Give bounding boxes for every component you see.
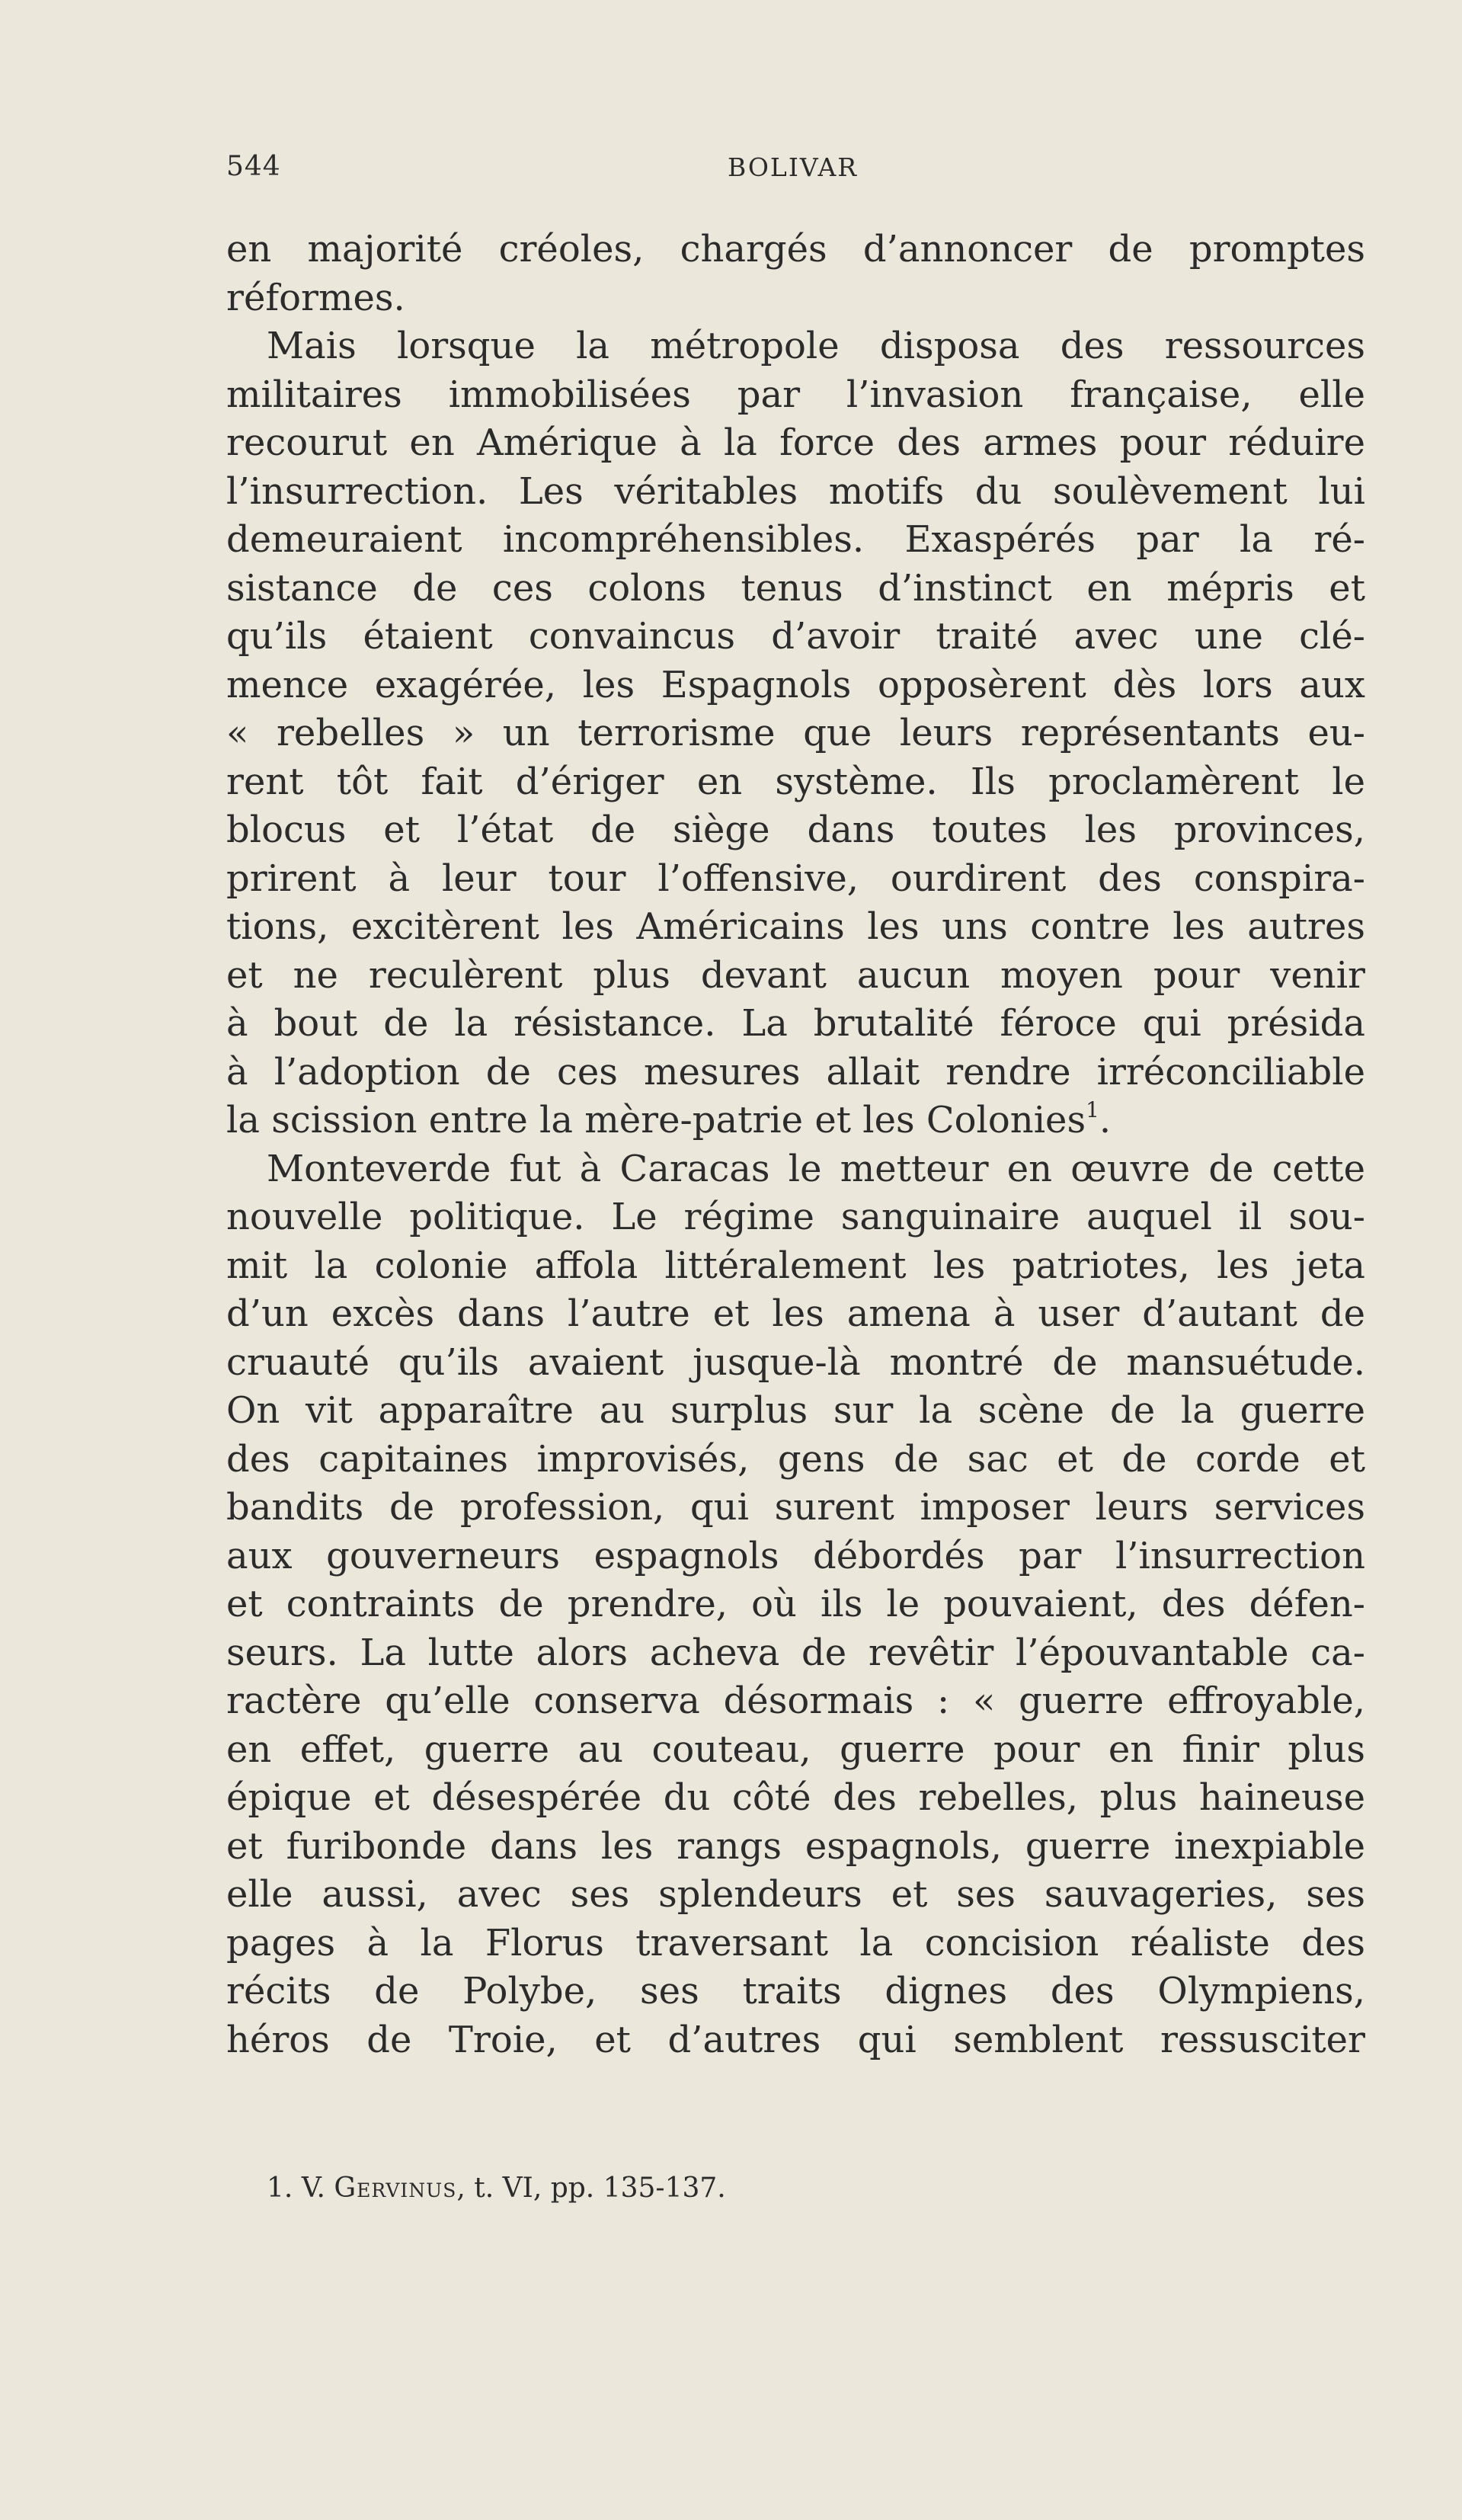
- footnote: [267, 2173, 1365, 2204]
- text-line: [226, 1097, 1365, 1145]
- text-line: récits de Polybe, ses traits dignes des Olympiens,: [226, 1970, 1365, 2012]
- text-line: ractère qu’elle conserva désormais : « guerre effroyable,: [226, 1679, 1365, 1722]
- text-line: et contraints de prendre, où ils le pouvaient, des défen-: [226, 1583, 1365, 1625]
- text-line: prirent à leur tour l’offensive, ourdirent des conspira-: [226, 857, 1365, 900]
- page-header: [226, 151, 1365, 189]
- text-line: en effet, guerre au couteau, guerre pour en finir plus: [226, 1727, 1365, 1771]
- text-line: héros de Troie, et d’autres qui semblent ressusciter: [226, 2018, 1365, 2061]
- text-line: recourut en Amérique à la force des armes pour réduire: [226, 421, 1365, 464]
- text-line: réformes.: [226, 276, 405, 319]
- text-line: qu’ils étaient convaincus d’avoir traité avec une clé-: [226, 615, 1365, 658]
- body-text: [226, 226, 1365, 2064]
- text-line: à bout de la résistance. La brutalité féroce qui présida: [226, 1002, 1365, 1045]
- text-line: épique et désespérée du côté des rebelles, plus haineuse: [226, 1776, 1365, 1819]
- text-line-content: la scission entre la mère-patrie et les Colonies: [226, 1099, 1086, 1142]
- text-line: l’insurrection. Les véritables motifs du soulèvement lui: [226, 469, 1365, 513]
- text-line: mit la colonie affola littéralement les patriotes, les jeta: [226, 1244, 1365, 1287]
- text-line: bandits de profession, qui surent imposer leurs services: [226, 1486, 1365, 1529]
- footnote-number: 1.: [267, 2173, 293, 2204]
- text-line: et ne reculèrent plus devant aucun moyen pour venir: [226, 953, 1365, 997]
- text-line: d’un excès dans l’autre et les amena à user d’autant de: [226, 1292, 1365, 1335]
- text-line: cruauté qu’ils avaient jusque-là montré de mansuétude.: [226, 1340, 1365, 1384]
- text-line: mence exagérée, les Espagnols opposèrent dès lors aux: [226, 663, 1365, 706]
- text-line: des capitaines improvisés, gens de sac et de corde et: [226, 1437, 1365, 1481]
- text-line: à l’adoption de ces mesures allait rendre irréconciliable: [226, 1050, 1365, 1093]
- footnote-reference-period: .: [1099, 1099, 1112, 1142]
- text-line: Mais lorsque la métropole disposa des ressources: [267, 325, 1365, 367]
- text-line: demeuraient incompréhensibles. Exaspérés par la ré-: [226, 518, 1365, 561]
- text-line: sistance de ces colons tenus d’instinct en mépris et: [226, 566, 1365, 610]
- text-line: pages à la Florus traversant la concision réaliste des: [226, 1921, 1365, 1964]
- running-head: BOLIVAR: [728, 152, 859, 182]
- text-line: tions, excitèrent les Américains les uns contre les autres: [226, 905, 1365, 948]
- text-line: On vit apparaître au surplus sur la scène de la guerre: [226, 1389, 1365, 1432]
- text-line: seurs. La lutte alors acheva de revêtir l’épouvantable ca-: [226, 1631, 1365, 1674]
- text-line: blocus et l’état de siège dans toutes les provinces,: [226, 809, 1365, 851]
- footnote-author: Gervinus: [334, 2173, 457, 2204]
- footnote-prefix: V.: [301, 2173, 325, 2204]
- footnote-citation: , t. VI, pp. 135-137.: [456, 2173, 726, 2204]
- text-line: et furibonde dans les rangs espagnols, guerre inexpiable: [226, 1824, 1365, 1868]
- text-line: elle aussi, avec ses splendeurs et ses sauvageries, ses: [226, 1873, 1365, 1916]
- text-line: militaires immobilisées par l’invasion française, elle: [226, 373, 1365, 416]
- text-line: aux gouverneurs espagnols débordés par l’insurrection: [226, 1534, 1365, 1577]
- page-number: 544: [226, 151, 281, 182]
- footnote-reference[interactable]: 1: [1086, 1097, 1099, 1122]
- text-line: en majorité créoles, chargés d’annoncer de promptes: [226, 228, 1365, 271]
- text-line: rent tôt fait d’ériger en système. Ils proclamèrent le: [226, 760, 1365, 803]
- text-line: nouvelle politique. Le régime sanguinaire auquel il sou-: [226, 1196, 1365, 1238]
- text-line: « rebelles » un terrorisme que leurs représentants eu-: [226, 712, 1365, 754]
- text-line: Monteverde fut à Caracas le metteur en œuvre de cette: [267, 1147, 1365, 1190]
